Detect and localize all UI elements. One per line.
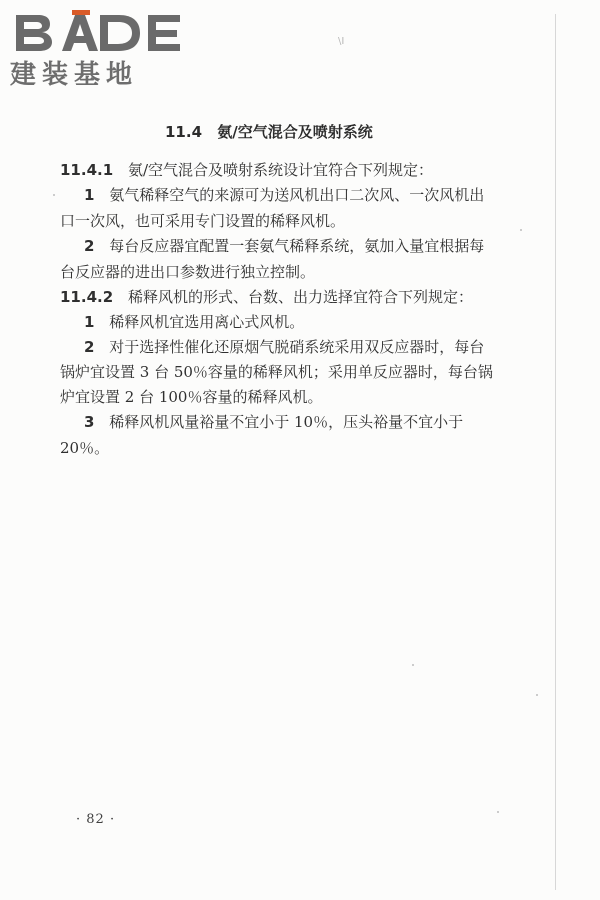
clause-11-4-2-item-1-line-1 xyxy=(84,312,304,332)
logo-accent-mark xyxy=(72,10,90,15)
clause-11-4-2-item-2-line-3: 炉宜设置 2 台 100％容量的稀释风机。 xyxy=(60,388,323,406)
item-text: 每台反应器宜配置一套氨气稀释系统，氨加入量宜根据每 xyxy=(109,237,485,255)
scan-mark: \I xyxy=(338,36,345,47)
clause-11-4-2-item-3-line-1 xyxy=(84,412,463,432)
item-number: 1 xyxy=(84,313,95,331)
clause-11-4-1-item-2-line-1 xyxy=(84,236,484,256)
clause-11-4-2-item-3-line-2: 20％。 xyxy=(60,439,110,457)
clause-11-4-2-line xyxy=(60,287,473,307)
clause-11-4-2-item-2-line-1 xyxy=(84,337,484,357)
clause-11-4-1-item-2-line-2: 台反应器的进出口参数进行独立控制。 xyxy=(60,263,316,281)
scan-speck xyxy=(520,229,522,231)
page-number: · 82 · xyxy=(76,812,116,827)
logo-subtitle: 建装基地 xyxy=(10,60,139,90)
item-number: 1 xyxy=(84,186,95,204)
page-edge-rule xyxy=(555,14,556,890)
clause-11-4-1-line xyxy=(60,160,433,180)
section-title: 氨/空气混合及喷射系统 xyxy=(217,123,373,141)
scan-speck xyxy=(412,664,414,666)
item-text: 对于选择性催化还原烟气脱硝系统采用双反应器时，每台 xyxy=(109,338,485,356)
clause-number: 11.4.2 xyxy=(60,288,114,306)
item-text: 稀释风机宜选用离心式风机。 xyxy=(109,313,305,331)
item-number: 3 xyxy=(84,413,95,431)
clause-text: 稀释风机的形式、台数、出力选择宜符合下列规定： xyxy=(127,288,473,306)
item-number: 2 xyxy=(84,338,95,356)
item-text: 氨气稀释空气的来源可为送风机出口二次风、一次风机出 xyxy=(109,186,485,204)
section-heading xyxy=(165,121,373,142)
clause-11-4-1-item-1-line-1 xyxy=(84,185,484,205)
clause-11-4-2-item-2-line-2: 锅炉宜设置 3 台 50％容量的稀释风机；采用单反应器时，每台锅 xyxy=(60,363,493,381)
clause-number: 11.4.1 xyxy=(60,161,114,179)
clause-11-4-1-item-1-line-2: 口一次风，也可采用专门设置的稀释风机。 xyxy=(60,212,346,230)
item-text: 稀释风机风量裕量不宜小于 10％，压头裕量不宜小于 xyxy=(109,413,464,431)
clause-text: 氨/空气混合及喷射系统设计宜符合下列规定： xyxy=(127,161,433,179)
bade-logo xyxy=(8,6,188,96)
section-number: 11.4 xyxy=(165,123,203,141)
scan-speck xyxy=(53,194,55,196)
scan-speck xyxy=(497,811,499,813)
item-number: 2 xyxy=(84,237,95,255)
scan-speck xyxy=(536,694,538,696)
